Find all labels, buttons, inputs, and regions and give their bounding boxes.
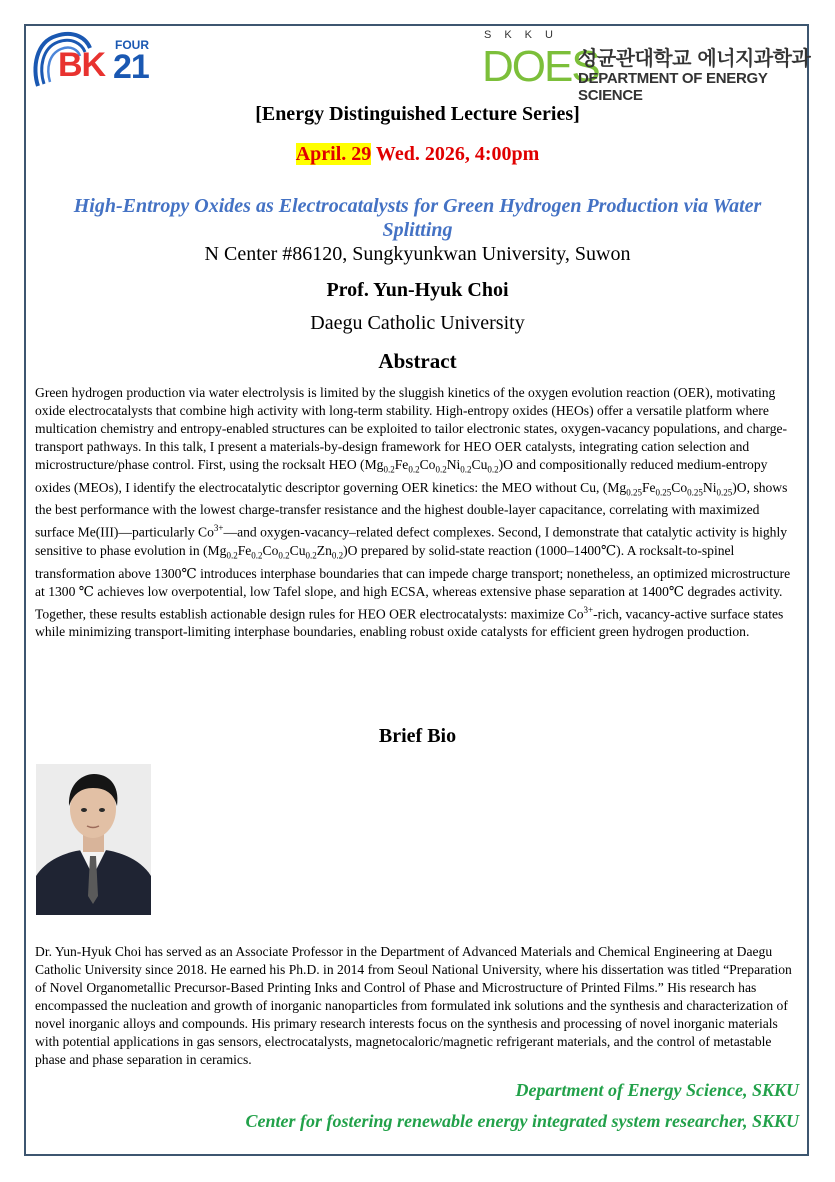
- does-logo-text: DOES: [482, 42, 599, 91]
- abstract-text: [35, 384, 801, 641]
- lecture-series-title: [Energy Distinguished Lecture Series]: [255, 103, 580, 125]
- superscript-charge: 3+: [213, 523, 224, 534]
- formula-heo: $Mg_{0.2}Fe_{0.2}Co_{0.2}Ni_{0.2}Cu_{0.2}$: [364, 457, 499, 475]
- bio-text: Dr. Yun-Hyuk Choi has served as an Associate Professor in the Department of Advanced Materials and Chemical Engineering at Daegu Catholic University since 2018. He earned his Ph.D. in 2014 from Seoul National University, where his dissertation was titled “Preparation of Novel Organometallic Precursor-Based Printing Inks and Control of Phase and Microstructure of Printed Films.” His research has encompassed the nucleation and growth of inorganic nanoparticles from formulated ink solutions and the synthesis and characterization of novel inorganic alloys and compounds. His primary research interests focus on the synthesis and processing of novel inorganic materials with potential applications in gas sensors, electrocatalysts, magnetocaloric/magnetic refrigerant materials, and the control of metastable phase and phase separation in ceramics.: [35, 944, 792, 1067]
- abstract-part: Green hydrogen production via water electrolysis is limited by the sluggish kinetics of the oxygen evolution reaction (OER), motivating oxide electrocatalysts that combine high activity with long-term stability. High-entropy oxides (HEOs) offer a versatile platform where multication chemistry and entropy-enabled structures can be exploited to tailor electronic states, oxygen-vacancy populations, and charge-transport pathways. In this talk, I present a materials-by-design framework for HEO OER catalysts, integrating cation selection and microstructure/phase control. First, using the rocksalt HEO (: [35, 385, 788, 472]
- bio-heading: Brief Bio: [378, 725, 457, 747]
- bk21-number-label: 21: [113, 48, 149, 86]
- abstract-part: )O, shows the best performance with the lowest charge-transfer resistance and the highest double-layer capacitance, correlating with maximized surface Me(III)—particularly Co: [35, 479, 788, 540]
- formula-zn-heo: $Mg_{0.2}Fe_{0.2}Co_{0.2}Cu_{0.2}Zn_{0.2}$: [207, 542, 344, 561]
- abstract-part: -rich, vacancy-active surface states while minimizing transport-limiting interphase boundaries, enabling robust oxide catalysts for efficient green hydrogen production.: [35, 606, 784, 640]
- lecture-date: [26, 143, 809, 166]
- department-korean-name: 성균관대학교 에너지과학과: [578, 46, 811, 70]
- lecture-date-highlight: April. 29: [295, 143, 372, 165]
- bk21-bk-label: BK: [58, 46, 106, 84]
- skku-small-label: SKKU: [484, 29, 566, 41]
- speaker-name: Prof. Yun-Hyuk Choi: [326, 279, 509, 301]
- abstract-part: )O prepared by solid-state reaction (1000–1400℃). A rocksalt-to-spinel transformation above 1300℃ introduces interphase boundaries that can impede charge transport; nonetheless, an optimized microstructure at 1300 ℃ achieves low overpotential, low Tafel slope, and high ECSA, whereas extensive phase separation at 1400℃ degrades activity. Together, these results establish actionable design rules for HEO OER electrocatalysts: maximize Co: [35, 542, 791, 622]
- speaker-photo: [36, 764, 151, 915]
- bk21-four-label: FOUR: [115, 38, 149, 52]
- lecture-date-rest: Wed. 2026, 4:00pm: [371, 143, 540, 165]
- footer-department: Department of Energy Science, SKKU: [515, 1080, 799, 1100]
- talk-title: High-Entropy Oxides as Electrocatalysts for Green Hydrogen Production via Water Splitting: [73, 195, 762, 241]
- abstract-heading: Abstract: [378, 349, 457, 373]
- superscript-charge: 3+: [583, 604, 594, 615]
- formula-meo: $Mg_{0.25}Fe_{0.25}Co_{0.25}Ni_{0.25}$: [607, 479, 733, 498]
- abstract-part: —and oxygen-vacancy–related defect complexes. Second, I demonstrate that catalytic activity is highly sensitive to phase evolution in (: [35, 524, 788, 558]
- department-english-name: DEPARTMENT OF ENERGY SCIENCE: [578, 70, 768, 104]
- abstract-part: )O and compositionally reduced medium-entropy oxides (MEOs), I identify the electrocatalytic descriptor governing OER kinetics: the MEO without Cu, (: [35, 457, 768, 495]
- footer-center: Center for fostering renewable energy integrated system researcher, SKKU: [245, 1111, 799, 1131]
- lecture-location: N Center #86120, Sungkyunkwan University, Suwon: [204, 243, 631, 265]
- speaker-affiliation: Daegu Catholic University: [310, 312, 525, 334]
